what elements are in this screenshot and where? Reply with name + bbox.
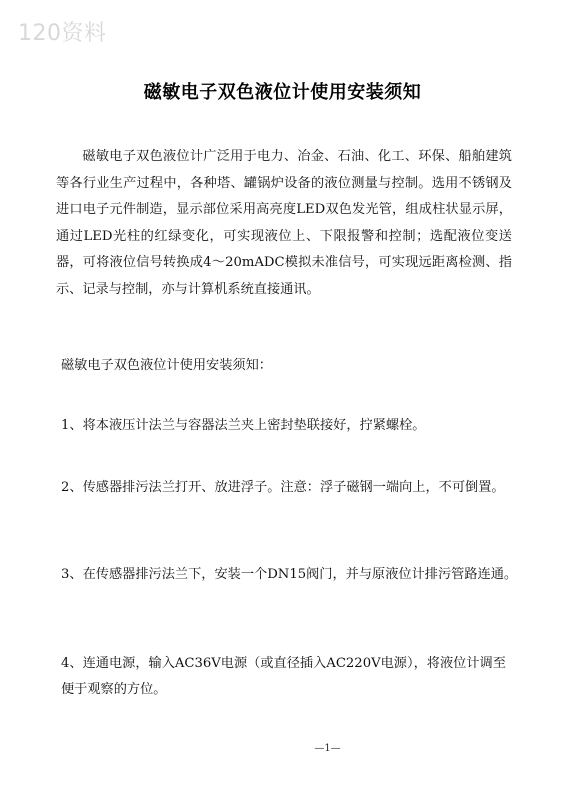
step-2: 2、传感器排污法兰打开、放进浮子。注意：浮子磁钢一端向上，不可倒置。 bbox=[61, 480, 505, 495]
page-number: —1— bbox=[314, 743, 341, 754]
step-3: 3、在传感器排污法兰下，安装一个DN15阀门，并与原液位计排污管路连通。 bbox=[61, 567, 518, 582]
step-1: 1、将本液压计法兰与容器法兰夹上密封垫联接好，拧紧螺栓。 bbox=[61, 418, 426, 433]
intro-paragraph: 磁敏电子双色液位计广泛用于电力、冶金、石油、化工、环保、船舶建筑等各行业生产过程中，各种塔、罐锅炉设备的液位测量与控制。选用不锈钢及进口电子元件制造，显示部位采用高亮度LED双色发光管，组成柱状显示屏，通过LED光柱的红绿变化，可实现液位上、下限报警和控制；选配液位变送器，可将液位信号转换成4～20mADC模拟未准信号，可实现远距离检测、指示、记录与控制，亦与计算机系统直接通讯。 bbox=[56, 149, 512, 297]
document-title: 磁敏电子双色液位计使用安装须知 bbox=[143, 82, 422, 103]
section-heading: 磁敏电子双色液位计使用安装须知： bbox=[61, 358, 272, 373]
step-4: 4、连通电源，输入AC36V电源（或直径插入AC220V电源），将液位计调至便于观察的方位。 bbox=[61, 656, 506, 697]
watermark: 120资料 bbox=[18, 21, 107, 46]
